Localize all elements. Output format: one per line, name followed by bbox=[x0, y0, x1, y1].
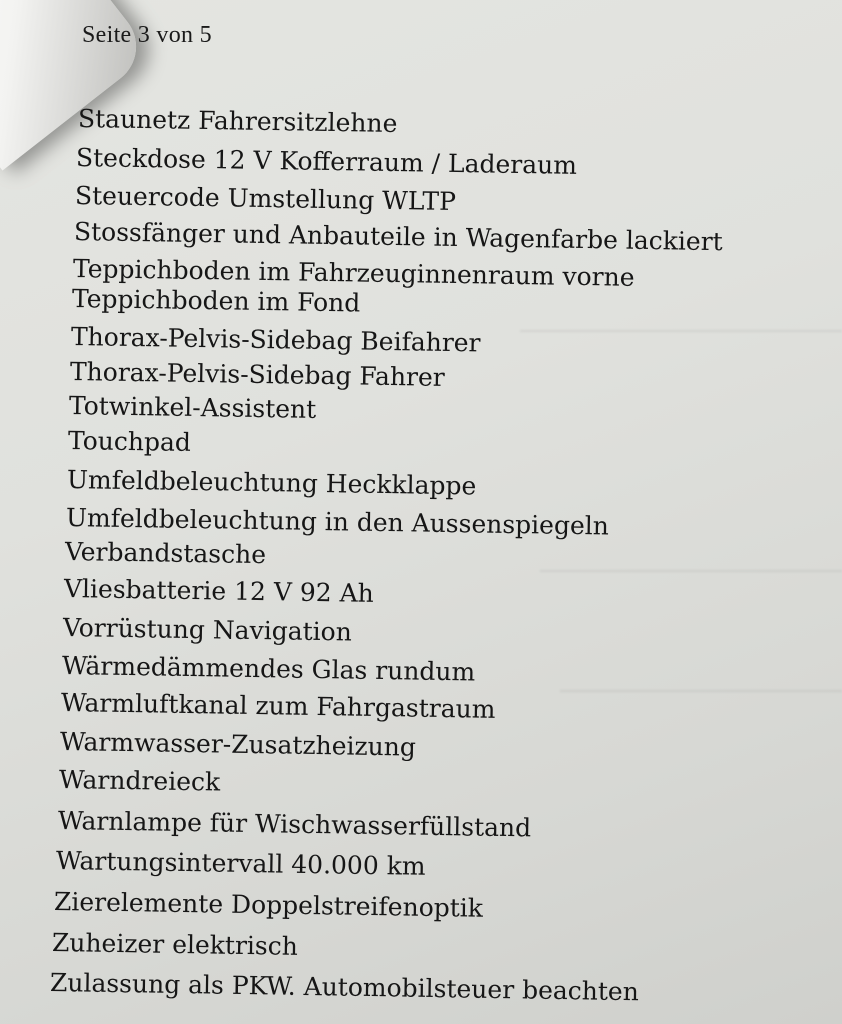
list-item: Teppichboden im Fahrzeuginnenraum vorne bbox=[72, 254, 635, 292]
list-item: Zierelemente Doppelstreifenoptik bbox=[53, 887, 484, 923]
list-item: Totwinkel-Assistent bbox=[68, 391, 317, 424]
page-number: Seite 3 von 5 bbox=[82, 22, 212, 48]
list-item: Verbandstasche bbox=[64, 537, 267, 570]
list-item: Warndreieck bbox=[58, 765, 221, 797]
list-item: Zuheizer elektrisch bbox=[51, 928, 299, 961]
list-item: Umfeldbeleuchtung Heckklappe bbox=[66, 465, 477, 501]
list-item: Thorax-Pelvis-Sidebag Beifahrer bbox=[70, 322, 481, 358]
list-item: Teppichboden im Fond bbox=[71, 284, 361, 318]
list-item: Vliesbatterie 12 V 92 Ah bbox=[63, 574, 375, 608]
list-item: Warmluftkanal zum Fahrgastraum bbox=[60, 688, 496, 724]
list-item: Steckdose 12 V Kofferraum / Laderaum bbox=[75, 143, 578, 180]
list-item: Stossfänger und Anbauteile in Wagenfarbe lackiert bbox=[73, 217, 723, 257]
list-item: Vorrüstung Navigation bbox=[62, 613, 353, 647]
list-item: Wartungsintervall 40.000 km bbox=[55, 846, 426, 881]
list-item: Warmwasser-Zusatzheizung bbox=[59, 727, 417, 762]
list-item: Staunetz Fahrersitzlehne bbox=[77, 104, 398, 139]
list-item: Umfeldbeleuchtung in den Aussenspiegeln bbox=[65, 503, 610, 541]
list-item: Touchpad bbox=[67, 426, 192, 457]
list-item: Warnlampe für Wischwasserfüllstand bbox=[57, 806, 532, 843]
list-item: Wärmedämmendes Glas rundum bbox=[61, 651, 476, 687]
list-item: Zulassung als PKW. Automobilsteuer beachten bbox=[49, 968, 640, 1007]
list-item: Thorax-Pelvis-Sidebag Fahrer bbox=[69, 357, 445, 392]
list-item: Steuercode Umstellung WLTP bbox=[74, 181, 457, 216]
